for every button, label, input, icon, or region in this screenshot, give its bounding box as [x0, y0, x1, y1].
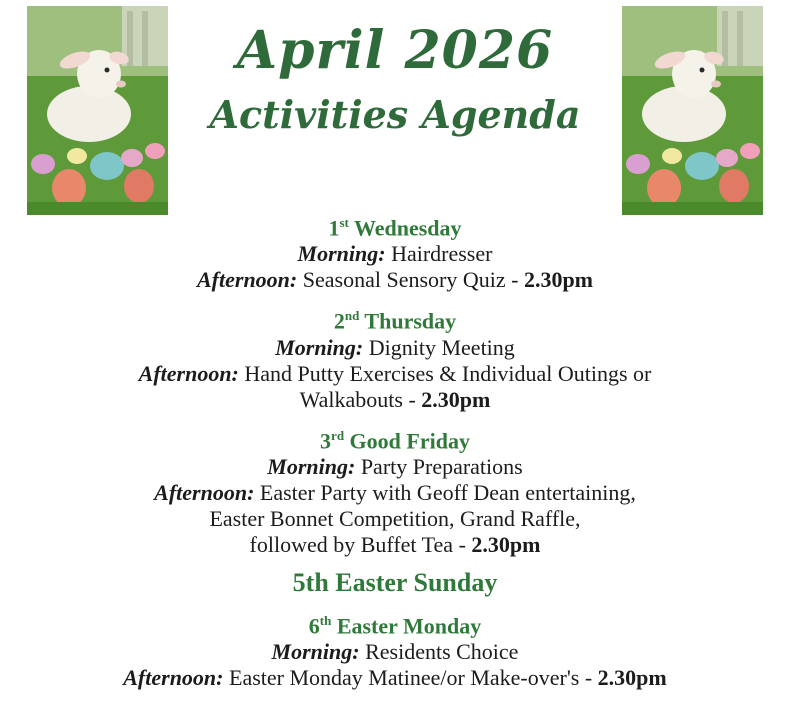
agenda-day	[0, 210, 790, 293]
page-title-month: April 2026	[236, 20, 554, 81]
agenda-day	[0, 608, 790, 691]
morning-line: Morning: Residents Choice	[271, 639, 519, 665]
afternoon-line-cont: Easter Bonnet Competition, Grand Raffle,	[209, 505, 581, 531]
easter-sunday-heading: 5th Easter Sunday	[292, 567, 498, 597]
day-heading: 3rd Good Friday	[320, 427, 470, 453]
agenda-list	[0, 210, 790, 701]
day-heading: 6th Easter Monday	[308, 612, 482, 639]
agenda-day	[0, 423, 790, 558]
agenda-day	[0, 303, 790, 412]
morning-line: Morning: Hairdresser	[297, 241, 493, 267]
day-heading: 1st Wednesday	[328, 215, 462, 241]
morning-line: Morning: Dignity Meeting	[275, 334, 515, 360]
afternoon-line-cont: Walkabouts - 2.30pm	[299, 386, 491, 412]
afternoon-line: Afternoon: Easter Party with Geoff Dean entertaining,	[154, 479, 636, 505]
afternoon-line: Afternoon: Easter Monday Matinee/or Make-over's - 2.30pm	[123, 665, 667, 691]
morning-line: Morning: Party Preparations	[267, 453, 523, 479]
day-heading: 2nd Thursday	[333, 308, 457, 334]
page-title-agenda: Activities Agenda	[209, 92, 581, 137]
afternoon-line: Afternoon: Seasonal Sensory Quiz - 2.30pm	[197, 267, 593, 293]
afternoon-line-cont: followed by Buffet Tea - 2.30pm	[249, 531, 541, 557]
afternoon-line: Afternoon: Hand Putty Exercises & Individual Outings or	[138, 360, 652, 386]
